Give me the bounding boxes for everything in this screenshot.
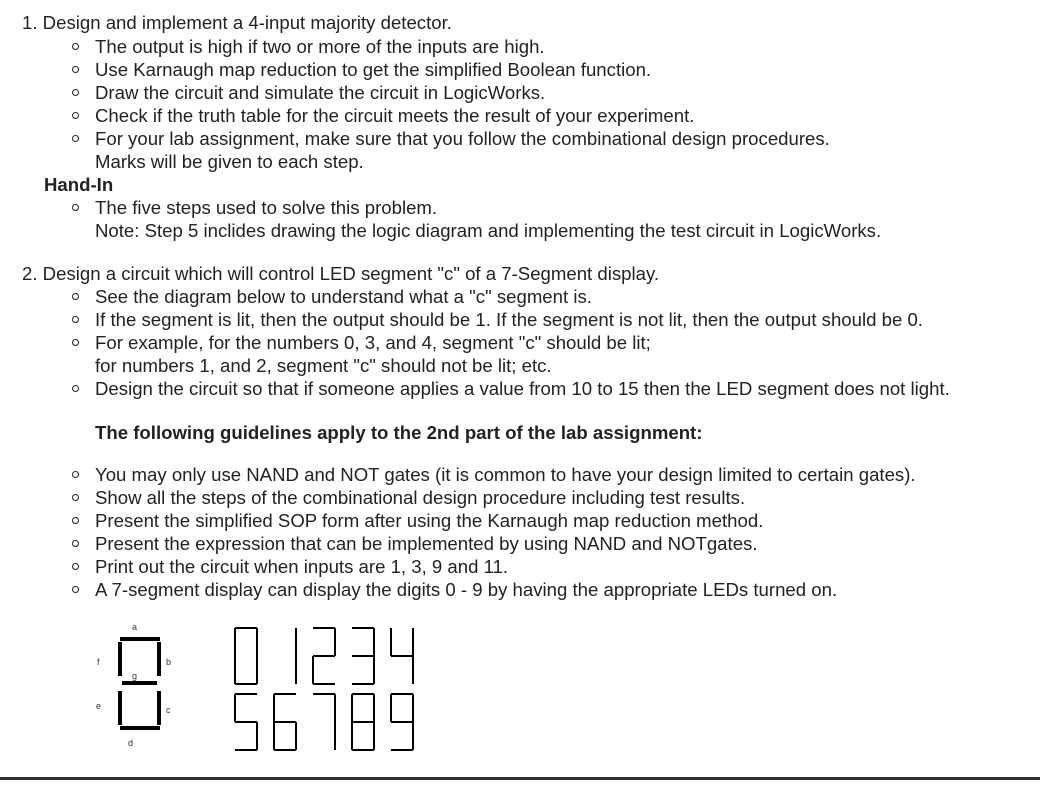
- digit-3: [352, 628, 374, 684]
- bullet-marker: [72, 486, 82, 509]
- guidelines-heading: The following guidelines apply to the 2nd part of the lab assignment:: [95, 422, 703, 443]
- guideline-2: Show all the steps of the combinational design procedure including test results.: [95, 487, 746, 508]
- bullet-marker: [72, 104, 82, 127]
- q1-bullet-4: Check if the truth table for the circuit meets the result of your experiment.: [95, 105, 695, 126]
- bullet-marker: [72, 127, 82, 150]
- handin-heading: Hand-In: [44, 174, 114, 195]
- bullet-marker: [72, 509, 82, 532]
- guideline-1: You may only use NAND and NOT gates (it is common to have your design limited to certain gates).: [95, 464, 916, 485]
- label-f: f: [97, 657, 100, 667]
- handin-bullet: The five steps used to solve this problem.: [95, 197, 438, 218]
- label-c: c: [166, 705, 171, 715]
- q1-title: 1. Design and implement a 4-input majority detector.: [22, 12, 452, 33]
- q2-bullet-1: See the diagram below to understand what a "c" segment is.: [95, 286, 592, 307]
- digit-4: [391, 628, 413, 684]
- q1-bullet-2: Use Karnaugh map reduction to get the simplified Boolean function.: [95, 59, 652, 80]
- q2-bullet-3-continuation: for numbers 1, and 2, segment "c" should not be lit; etc.: [95, 355, 552, 376]
- bullet-marker: [72, 555, 82, 578]
- bullet-marker: [72, 58, 82, 81]
- bullet-marker: [72, 35, 82, 58]
- bullet-marker: [72, 285, 82, 308]
- q2-bullet-3: For example, for the numbers 0, 3, and 4, segment "c" should be lit;: [95, 332, 651, 353]
- digit-5: [235, 694, 257, 750]
- bullet-marker: [72, 377, 82, 400]
- label-b: b: [166, 657, 172, 667]
- guideline-4: Present the expression that can be implemented by using NAND and NOTgates.: [95, 533, 758, 554]
- bullet-marker: [72, 578, 82, 601]
- segment-f: [118, 642, 122, 676]
- bullet-marker: [72, 81, 82, 104]
- segment-g: [122, 681, 157, 685]
- bullet-marker: [72, 532, 82, 555]
- handin-note: Note: Step 5 inclides drawing the logic diagram and implementing the test circuit in LogicWorks.: [95, 220, 882, 241]
- label-g: g: [132, 671, 138, 681]
- q2-bullet-2: If the segment is lit, then the output should be 1. If the segment is not lit, then the output should be 0.: [95, 309, 923, 330]
- segment-b: [157, 642, 161, 676]
- segment-d: [120, 726, 160, 730]
- q2-title: 2. Design a circuit which will control LED segment "c" of a 7-Segment display.: [22, 263, 660, 284]
- digit-6: [274, 694, 296, 750]
- digit-7: [313, 694, 335, 750]
- label-e: e: [96, 701, 102, 711]
- guideline-5: Print out the circuit when inputs are 1, 3, 9 and 11.: [95, 556, 509, 577]
- digit-2: [313, 628, 335, 684]
- label-a: a: [132, 622, 138, 632]
- segment-c: [157, 691, 161, 725]
- segment-a: [120, 637, 160, 641]
- seven-segment-digits: [225, 622, 505, 772]
- guideline-6: A 7-segment display can display the digits 0 - 9 by having the appropriate LEDs turned on.: [95, 579, 838, 600]
- q2-bullet-4: Design the circuit so that if someone applies a value from 10 to 15 then the LED segment does not light.: [95, 378, 950, 399]
- q1-bullet-5: For your lab assignment, make sure that you follow the combinational design procedures.: [95, 128, 830, 149]
- segment-e: [118, 691, 122, 725]
- digit-0: [235, 628, 257, 684]
- guideline-3: Present the simplified SOP form after using the Karnaugh map reduction method.: [95, 510, 764, 531]
- q1-bullet-3: Draw the circuit and simulate the circuit in LogicWorks.: [95, 82, 546, 103]
- bullet-marker: [72, 308, 82, 331]
- bullet-marker: [72, 196, 82, 219]
- bullet-marker: [72, 463, 82, 486]
- bullet-marker: [72, 331, 82, 354]
- q1-bullet-1: The output is high if two or more of the inputs are high.: [95, 36, 545, 57]
- bottom-divider: [0, 777, 1040, 780]
- digit-9: [391, 694, 413, 750]
- digit-8: [352, 694, 374, 750]
- label-d: d: [128, 738, 134, 748]
- q1-bullet-5-continuation: Marks will be given to each step.: [95, 151, 364, 172]
